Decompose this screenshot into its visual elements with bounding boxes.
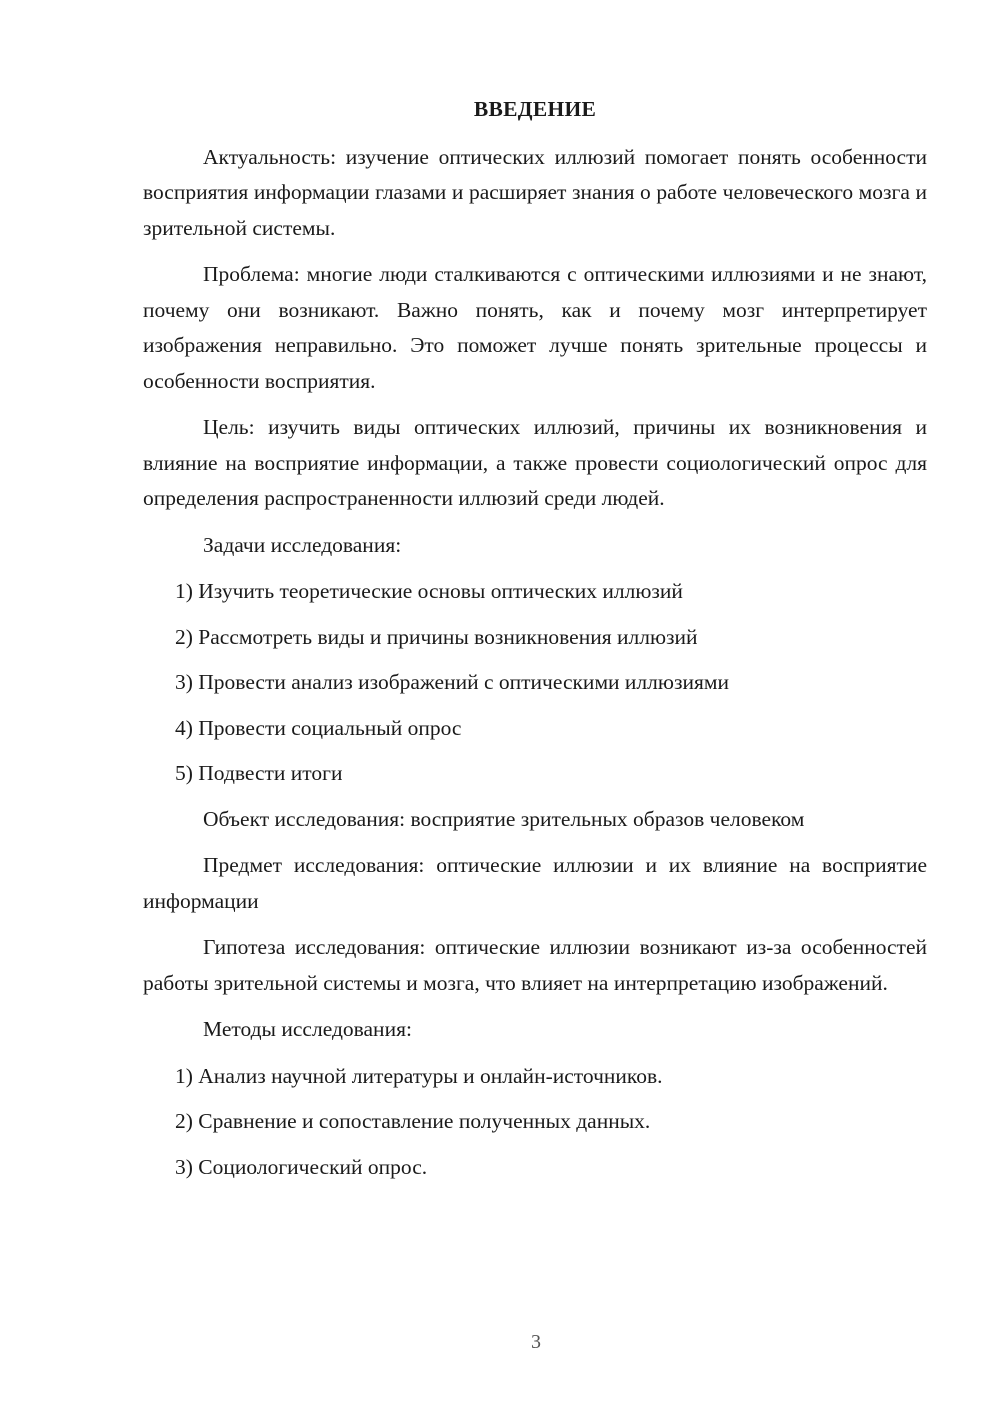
task-item: 4) Провести социальный опрос [175, 715, 462, 740]
tasks-heading: Задачи исследования: [203, 532, 402, 557]
relevance-paragraph: Актуальность: изучение оптических иллюзий помогает понять особенности восприятия информации глазами и расширяет знания о работе человеческого мозга и зрительной системы. [143, 144, 927, 240]
task-item: 5) Подвести итоги [175, 761, 343, 785]
task-item: 2) Рассмотреть виды и причины возникновения иллюзий [175, 624, 698, 649]
method-item: 1) Анализ научной литературы и онлайн-источников. [175, 1063, 663, 1088]
object-paragraph: Объект исследования: восприятие зрительных образов человеком [203, 806, 805, 831]
task-item: 3) Провести анализ изображений с оптическими иллюзиями [175, 670, 729, 694]
hypothesis-paragraph: Гипотеза исследования: оптические иллюзии возникают из-за особенностей работы зрительной системы и мозга, что влияет на интерпретацию изображений. [143, 935, 927, 995]
page-content [143, 92, 927, 1195]
method-item: 3) Социологический опрос. [175, 1154, 428, 1179]
page-number: 3 [531, 1331, 541, 1353]
task-item: 1) Изучить теоретические основы оптических иллюзий [175, 579, 683, 603]
goal-paragraph: Цель: изучить виды оптических иллюзий, причины их возникновения и влияние на восприятие информации, а также провести социологический опрос для определения распространенности иллюзий среди людей. [143, 415, 927, 510]
subject-paragraph: Предмет исследования: оптические иллюзии и их влияние на восприятие информации [143, 853, 927, 913]
methods-heading: Методы исследования: [203, 1017, 412, 1041]
problem-paragraph: Проблема: многие люди сталкиваются с оптическими иллюзиями и не знают, почему они возникают. Важно понять, как и почему мозг интерпретирует изображения неправильно. Это поможет лучше понять зрительные процессы и особенности восприятия. [143, 262, 927, 393]
page-title: ВВЕДЕНИЕ [473, 97, 597, 121]
method-item: 2) Сравнение и сопоставление полученных данных. [175, 1109, 651, 1133]
